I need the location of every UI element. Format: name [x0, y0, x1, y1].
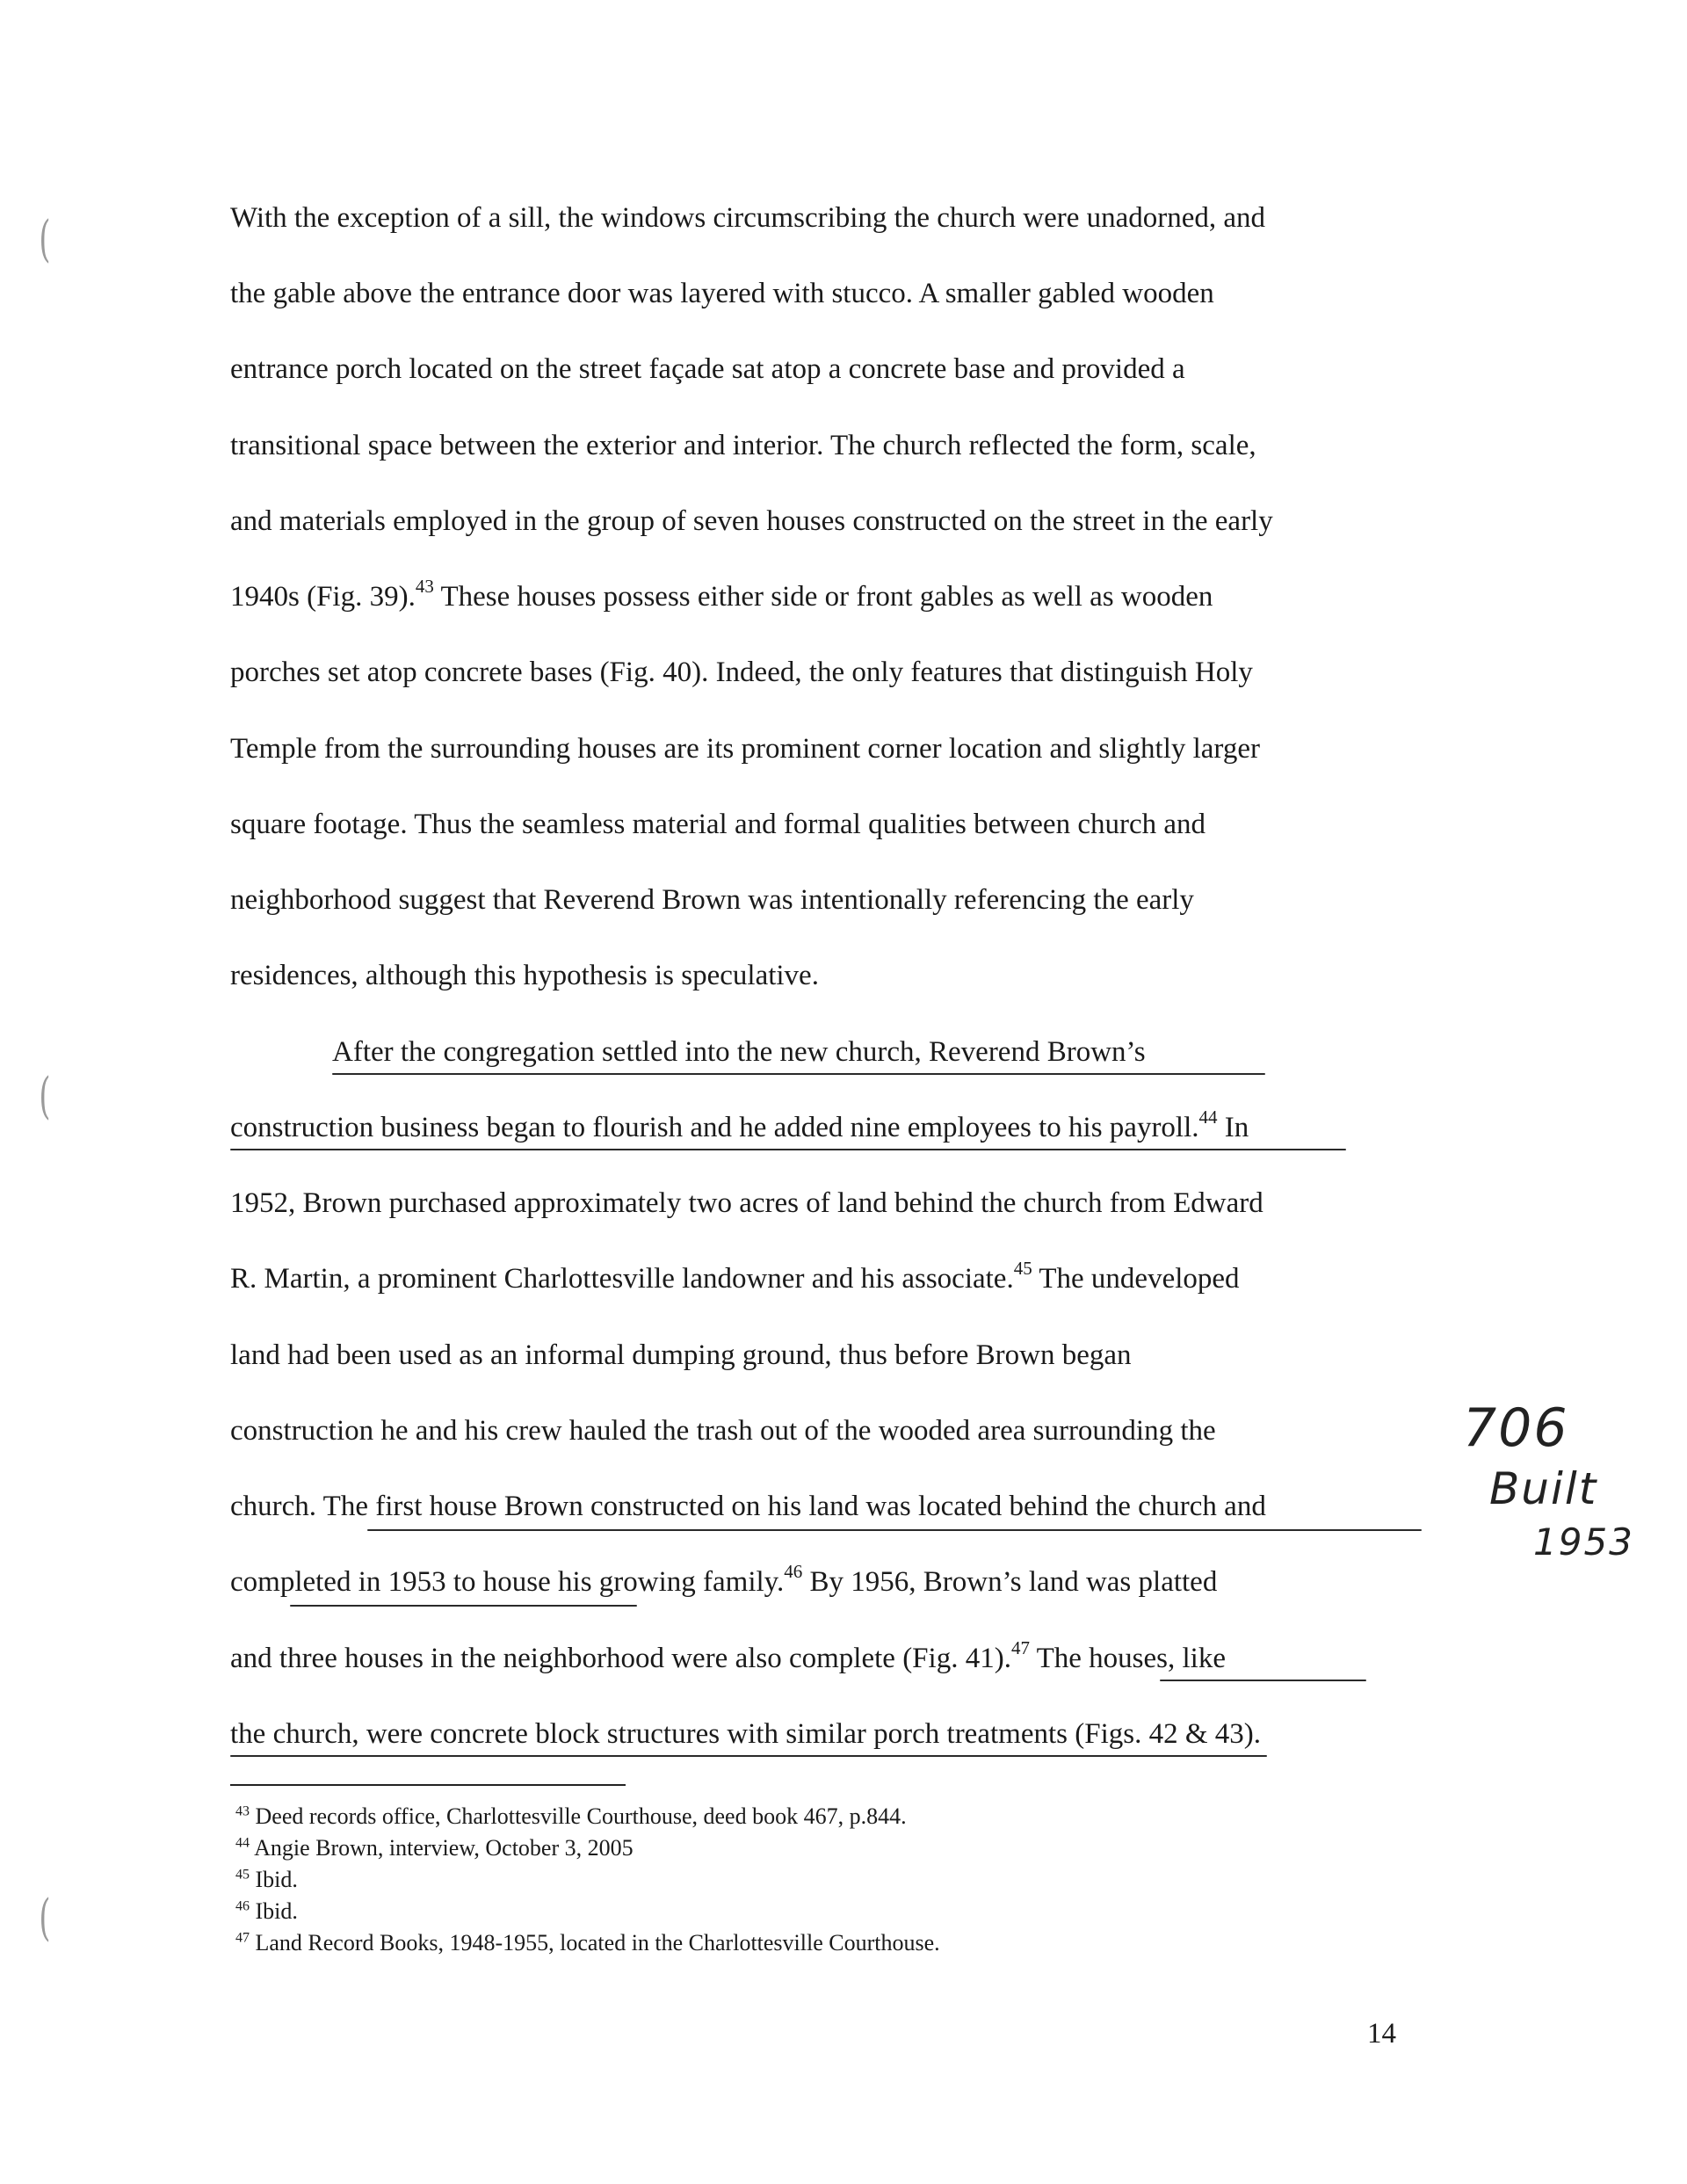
- pen-underline: [1160, 1680, 1366, 1681]
- body-text: In: [1217, 1112, 1249, 1143]
- body-line: porches set atop concrete bases (Fig. 40). Indeed, the only features that distinguish Holy: [230, 657, 1253, 688]
- body-text: construction business began to flourish and he added nine employees to his payroll.: [230, 1112, 1199, 1143]
- pen-underline: [367, 1529, 1422, 1531]
- footnote-number: 44: [235, 1835, 250, 1851]
- body-line: construction he and his crew hauled the trash out of the wooded area surrounding the: [230, 1415, 1216, 1447]
- body-line: entrance porch located on the street façade sat atop a concrete base and provided a: [230, 353, 1185, 385]
- footnote-text: Ibid.: [250, 1898, 298, 1924]
- body-line: [230, 576, 1478, 614]
- margin-mark: (: [39, 1890, 51, 1947]
- page-number: 14: [1367, 2018, 1396, 2050]
- handwritten-note: 1953: [1533, 1520, 1634, 1564]
- footnote-text: Ibid.: [250, 1867, 298, 1892]
- body-text: The houses, like: [1029, 1643, 1226, 1674]
- pen-underline: [230, 1149, 1346, 1150]
- footnote-number: 43: [235, 1803, 250, 1819]
- margin-mark: (: [39, 1068, 51, 1125]
- footnote-number: 46: [235, 1898, 250, 1914]
- footnote-text: Land Record Books, 1948-1955, located in the Charlottesville Courthouse.: [250, 1930, 940, 1955]
- footnote-text: Deed records office, Charlottesville Courthouse, deed book 467, p.844.: [250, 1803, 907, 1829]
- body-line: Temple from the surrounding houses are its prominent corner location and slightly larger: [230, 733, 1260, 765]
- footnote: [235, 1898, 298, 1925]
- body-text: completed in 1953 to house his growing family.: [230, 1566, 785, 1598]
- body-line: [230, 1637, 1478, 1676]
- footnote: [235, 1930, 940, 1956]
- body-line: [230, 1258, 1478, 1296]
- body-text: R. Martin, a prominent Charlottesville landowner and his associate.: [230, 1263, 1014, 1295]
- body-line: [230, 1107, 1478, 1145]
- handwritten-note: Built: [1489, 1463, 1598, 1514]
- pen-underline: [332, 1073, 1265, 1075]
- footnote-ref[interactable]: 44: [1198, 1107, 1218, 1128]
- body-line: residences, although this hypothesis is speculative.: [230, 960, 819, 991]
- body-text: By 1956, Brown’s land was platted: [802, 1566, 1218, 1598]
- footnote: [235, 1803, 907, 1830]
- footnote: [235, 1835, 634, 1861]
- handwritten-note: 706: [1463, 1397, 1569, 1459]
- body-line: the church, were concrete block structures with similar porch treatments (Figs. 42 & 43).: [230, 1718, 1261, 1750]
- body-line: neighborhood suggest that Reverend Brown was intentionally referencing the early: [230, 884, 1194, 916]
- body-line: With the exception of a sill, the windows circumscribing the church were unadorned, and: [230, 202, 1266, 234]
- pen-underline: [230, 1755, 1267, 1757]
- body-line: square footage. Thus the seamless material and formal qualities between church and: [230, 809, 1206, 840]
- body-text: These houses possess either side or front gables as well as wooden: [433, 581, 1213, 613]
- body-line: the gable above the entrance door was layered with stucco. A smaller gabled wooden: [230, 278, 1214, 309]
- body-line: 1952, Brown purchased approximately two acres of land behind the church from Edward: [230, 1187, 1263, 1219]
- footnote-number: 47: [235, 1930, 250, 1946]
- body-text: The undeveloped: [1032, 1263, 1240, 1295]
- body-line: land had been used as an informal dumping ground, thus before Brown began: [230, 1339, 1132, 1371]
- footnote-ref[interactable]: 43: [415, 576, 434, 597]
- body-text: and three houses in the neighborhood were also complete (Fig. 41).: [230, 1643, 1011, 1674]
- pen-underline: [290, 1605, 637, 1607]
- footnote-number: 45: [235, 1867, 250, 1883]
- body-line: After the congregation settled into the new church, Reverend Brown’s: [332, 1036, 1146, 1068]
- margin-mark: (: [39, 211, 51, 268]
- footnote: [235, 1867, 298, 1893]
- body-line: [230, 1561, 1478, 1600]
- body-text: 1940s (Fig. 39).: [230, 581, 416, 613]
- body-line: and materials employed in the group of seven houses constructed on the street in the early: [230, 505, 1273, 537]
- body-line: transitional space between the exterior and interior. The church reflected the form, scale,: [230, 430, 1256, 461]
- footnote-text: Angie Brown, interview, October 3, 2005: [250, 1835, 634, 1861]
- footnote-separator: [230, 1784, 626, 1786]
- footnote-ref[interactable]: 46: [784, 1561, 803, 1582]
- footnote-ref[interactable]: 45: [1013, 1258, 1032, 1279]
- footnote-ref[interactable]: 47: [1010, 1637, 1030, 1658]
- body-line: church. The first house Brown constructed on his land was located behind the church and: [230, 1491, 1266, 1522]
